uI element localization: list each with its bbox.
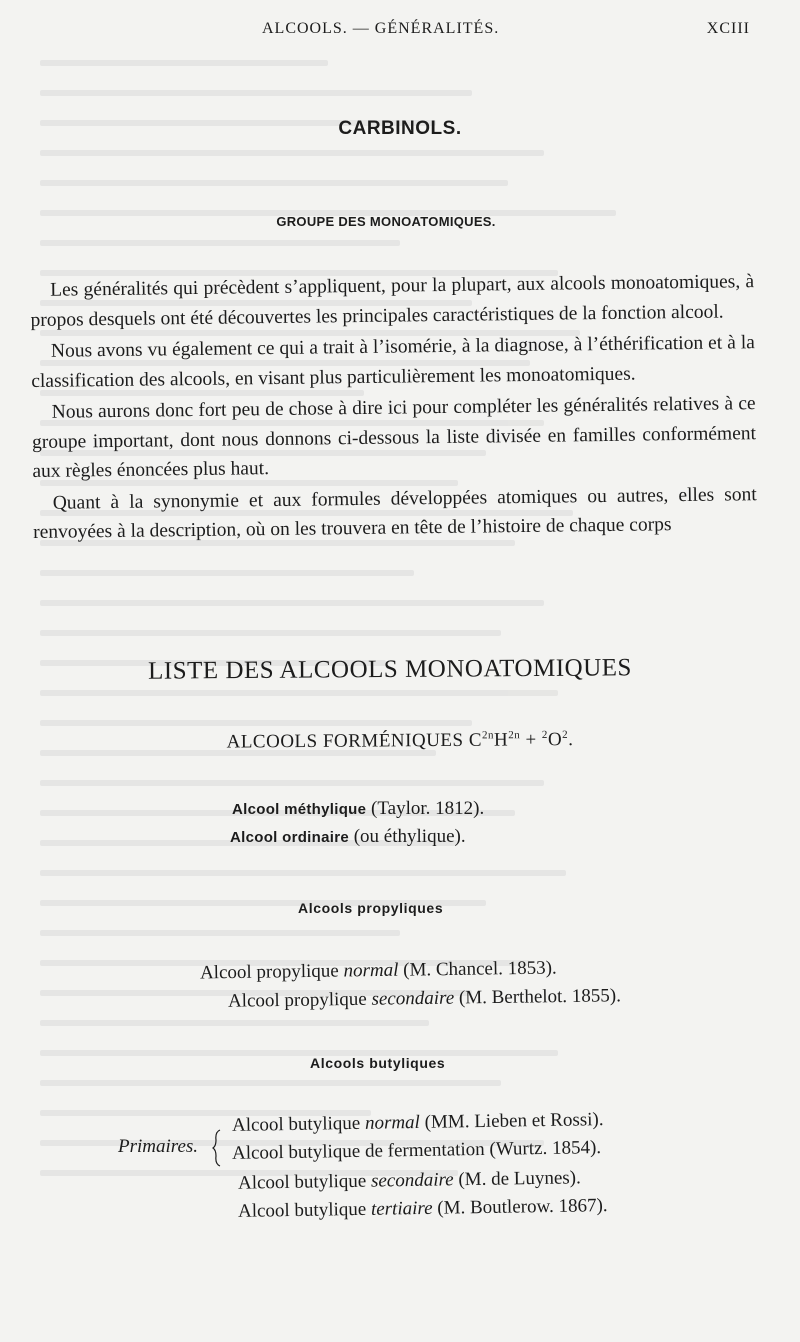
body-text bbox=[30, 267, 757, 549]
entry-butyl-tertiaire bbox=[238, 1195, 608, 1223]
entry-detail: (M. Berthelot. 1855). bbox=[454, 985, 622, 1009]
entry-name: Alcool méthylique bbox=[232, 801, 367, 818]
entry-detail: (MM. Lieben et Rossi). bbox=[419, 1109, 604, 1133]
entry-text: Alcool butylique bbox=[237, 1198, 372, 1222]
group-title: GROUPE DES MONOATOMIQUES. bbox=[276, 214, 496, 229]
brace-icon bbox=[212, 1128, 222, 1168]
entry-text: Alcool butylique bbox=[231, 1112, 366, 1136]
entry-text: Alcool propylique bbox=[199, 960, 344, 984]
paragraph: Nous avons vu également ce qui a trait à l’isomérie, à la diagnose, à l’éthérification et à la classification des alcools, en visant plus particulièrement les monoatomiques. bbox=[31, 332, 755, 392]
entry-detail: (ou éthylique). bbox=[348, 826, 466, 847]
primaires-label: Primaires. bbox=[118, 1136, 199, 1157]
page-number: XCIII bbox=[706, 20, 750, 37]
formula-sup: 2 bbox=[562, 728, 569, 741]
entry-methylique bbox=[232, 798, 484, 820]
formula-sup: 2n bbox=[508, 729, 521, 742]
entry-text: Alcool butylique bbox=[237, 1170, 372, 1194]
formula-part: O bbox=[547, 729, 563, 751]
paragraph: Nous aurons donc fort peu de chose à dire ici pour compléter les généralités relatives à ce groupe important, dont nous donnons ci-dessous la liste divisée en familles conformément aux règles énoncées plus haut. bbox=[31, 393, 757, 482]
entry-propyl-secondaire bbox=[228, 985, 621, 1012]
paragraph: Quant à la synonymie et aux formules développées atomiques ou autres, elles sont renvoyées à la description, où on les trouvera en tête de l’histoire de chaque corps bbox=[33, 483, 757, 543]
formula-sup: 2 bbox=[541, 728, 548, 742]
formula-sup: 2n bbox=[481, 729, 494, 742]
formula-heading bbox=[0, 727, 800, 755]
subhead-butyliques: Alcools butyliques bbox=[310, 1055, 446, 1071]
entry-emphasis: secondaire bbox=[370, 1169, 454, 1192]
entry-emphasis: secondaire bbox=[371, 987, 455, 1010]
formula-part: H bbox=[493, 729, 509, 751]
entry-emphasis: normal bbox=[364, 1111, 421, 1134]
entry-text: Alcool propylique bbox=[227, 988, 372, 1012]
list-title: LISTE DES ALCOOLS MONOATOMIQUES bbox=[148, 654, 632, 685]
entry-emphasis: tertiaire bbox=[370, 1197, 433, 1220]
section-title: CARBINOLS. bbox=[338, 118, 462, 139]
formula-part: + bbox=[520, 729, 543, 751]
running-head bbox=[0, 20, 800, 44]
entry-butyl-normal bbox=[232, 1109, 604, 1137]
entry-detail: (M. de Luynes). bbox=[453, 1167, 581, 1191]
formula-label: ALCOOLS FORMÉNIQUES C bbox=[226, 729, 483, 753]
entry-emphasis: normal bbox=[343, 959, 399, 982]
entry-propyl-normal bbox=[200, 958, 557, 985]
entry-butyl-secondaire bbox=[238, 1167, 581, 1194]
entry-text: Alcool butylique de fermentation (Wurtz. 1854). bbox=[231, 1137, 602, 1164]
paragraph: Les généralités qui précèdent s’appliquent, pour la plupart, aux alcools monoatomiques, à propos desquels ont été découvertes les principales caractéristiques de la fonction alcool. bbox=[30, 271, 755, 331]
entry-detail: (M. Boutlerow. 1867). bbox=[432, 1195, 608, 1219]
entry-detail: (M. Chancel. 1853). bbox=[398, 957, 557, 981]
entry-ordinaire bbox=[230, 826, 466, 848]
entry-detail: (Taylor. 1812). bbox=[366, 798, 485, 819]
formula-part: . bbox=[568, 729, 574, 751]
entry-name: Alcool ordinaire bbox=[230, 829, 349, 846]
entry-butyl-fermentation bbox=[232, 1137, 601, 1165]
subhead-propyliques: Alcools propyliques bbox=[298, 900, 444, 916]
running-title: ALCOOLS. — GÉNÉRALITÉS. bbox=[262, 20, 500, 37]
